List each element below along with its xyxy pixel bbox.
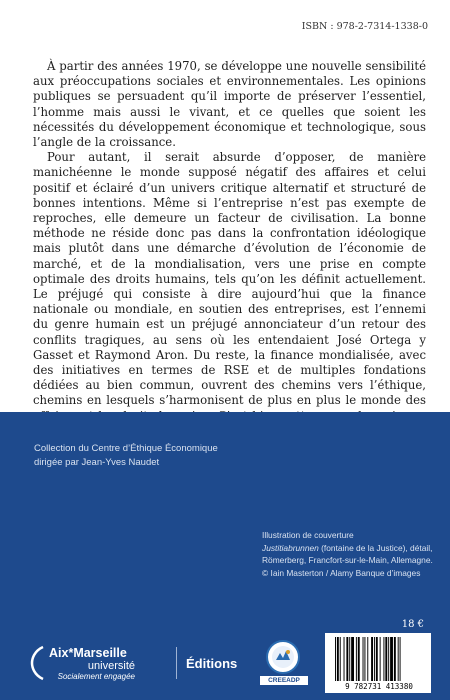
editions-label: Éditions	[186, 656, 238, 671]
barcode-bar	[398, 637, 399, 681]
barcode-bar	[376, 637, 378, 681]
barcode-bar	[380, 637, 381, 681]
barcode-digits: 9 782731 413380	[345, 682, 413, 691]
amu-bracket-icon	[30, 645, 46, 681]
barcode-bar	[385, 637, 387, 681]
barcode	[335, 637, 423, 681]
barcode-bar	[371, 637, 373, 681]
barcode-bar	[349, 637, 350, 681]
barcode-bar	[346, 637, 348, 681]
credit-work-title: Justitiabrunnen	[262, 542, 319, 553]
barcode-bar	[390, 637, 393, 681]
credit-line-4: © Iain Masterton / Alamy Banque d’images	[262, 567, 421, 578]
credit-line-3: Römerberg, Francfort-sur-le-Main, Allemagne.	[262, 555, 433, 565]
barcode-bar	[394, 637, 396, 681]
collection-info	[34, 442, 218, 470]
barcode-bar	[351, 637, 354, 681]
creeadp-badge-icon	[266, 640, 300, 674]
barcode-bar	[344, 637, 345, 681]
blurb-paragraph-2: Pour autant, il serait absurde d’opposer, de manière manichéenne le monde supposé négatif des affaires et celui positif et éclairé d’un univers critique alternatif et structuré de bonnes intentions. Même si l’entreprise n’est pas exempte de reproches, elle demeure un facteur de civilisation. La bonne méthode ne réside donc pas dans la confrontation idéologique mais plutôt dans une démarche d’évolution de l’économie de marché, et de la mondialisation, vers une prise en compte optimale des droits humains, tels qu’on les définit actuellement. Le préjugé qui consiste à dire aujourd’hui que la finance nationale ou mondiale, en soutien des entreprises, est l’ennemi du genre humain est un préjugé annonciateur d’un retour des conflits tragiques, au sens où les entendaient José Ortega y Gasset et Raymond Aron. Du reste, la finance mondialisée, avec des initiatives en termes de RSE et de multiples fondations dédiées au bien commun, ouvrent des chemins vers l’éthique, chemins en lesquels s’harmonisent de plus en plus le monde des	[33, 150, 426, 408]
barcode-bar	[400, 637, 401, 681]
isbn: ISBN : 978-2-7314-1338-0	[301, 21, 428, 32]
price: 18 €	[401, 619, 424, 630]
publisher-tagline: Socialement engagée	[57, 672, 135, 681]
logo-divider	[176, 647, 177, 679]
creeadp-logo	[262, 640, 306, 686]
barcode-bar	[388, 637, 389, 681]
barcode-bar	[340, 637, 341, 681]
collection-name: Collection du Centre d’Éthique Économique	[34, 443, 218, 454]
barcode-bar	[374, 637, 375, 681]
barcode-bar	[364, 637, 365, 681]
amu-logo	[30, 643, 180, 683]
blurb-paragraph-1: À partir des années 1970, se développe une nouvelle sensibilité aux préoccupations sociales et environnementales. Les opinions publiques se persuadent qu’il importe de préserver l’essentiel, l’homme mais aussi le vivant, et ce quelles que soient les nécessités du développement économique et technologique, sous l’angle de la croissance.	[33, 59, 426, 150]
credit-line-1: Illustration de couverture	[262, 530, 354, 540]
barcode-bar	[356, 637, 357, 681]
cover-credit	[262, 529, 433, 579]
barcode-bar	[363, 637, 364, 681]
publisher-name: Aix*Marseille	[49, 646, 127, 660]
blurb-text	[33, 59, 426, 439]
barcode-bar	[367, 637, 368, 681]
barcode-area	[325, 633, 431, 693]
creeadp-label: CREEADP	[260, 676, 308, 685]
barcode-bar	[383, 637, 384, 681]
credit-line-2	[262, 542, 433, 555]
barcode-bar	[337, 637, 339, 681]
publisher-university: université	[87, 660, 135, 672]
barcode-bar	[358, 637, 360, 681]
barcode-bar	[335, 637, 336, 681]
collection-director: dirigée par Jean-Yves Naudet	[34, 457, 160, 468]
credit-work-detail: (fontaine de la Justice), détail,	[318, 542, 433, 553]
